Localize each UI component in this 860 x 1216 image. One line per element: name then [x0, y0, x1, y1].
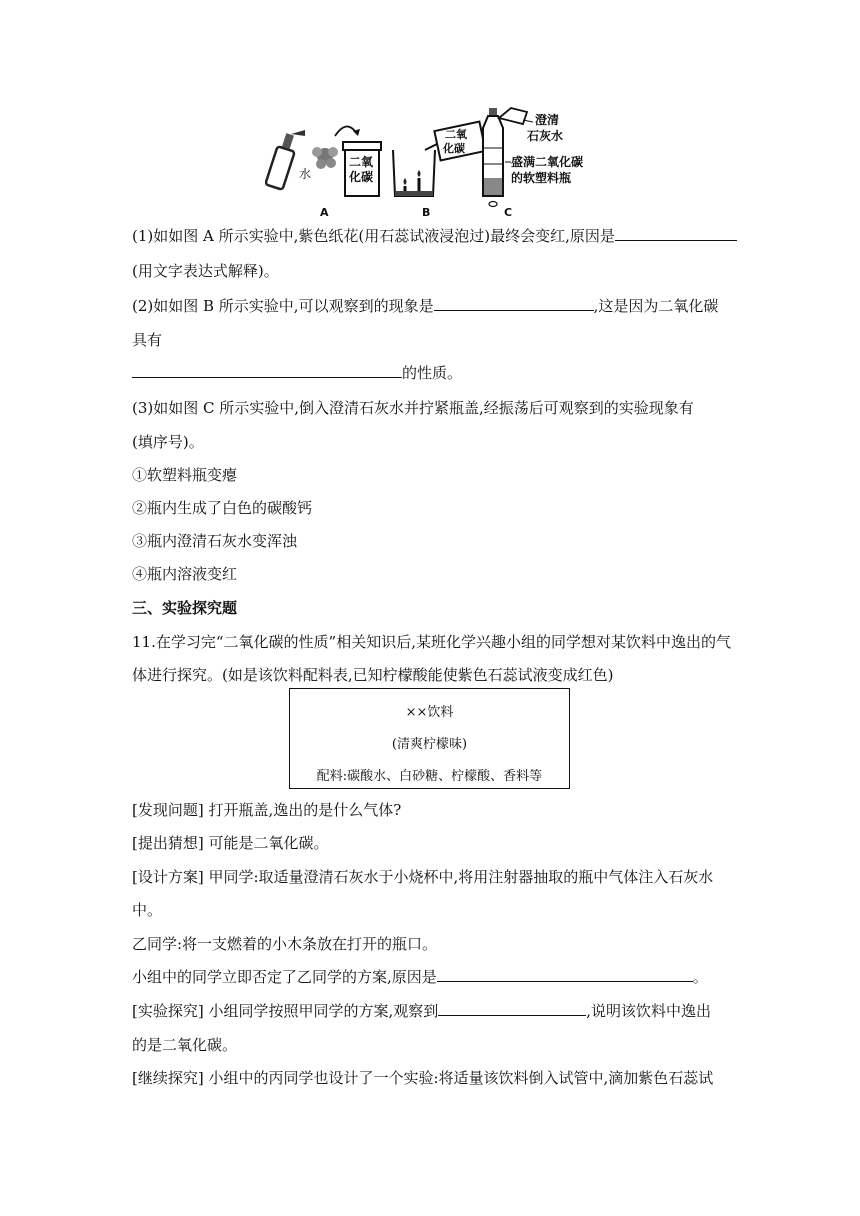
beverage-label-table [289, 688, 570, 789]
q11-explore-line-1 [132, 1001, 711, 1021]
q3-option: ①软塑料瓶变瘪 [132, 466, 238, 484]
q11-hypothesis: [提出猜想] 可能是二氧化碳。 [132, 834, 329, 852]
q11-explore-line-2: 的是二氧化碳。 [132, 1036, 238, 1054]
limewater-beaker-icon [499, 108, 533, 124]
q2-phenomenon-blank[interactable] [434, 296, 594, 311]
co2-cylinder-label-2: 化碳 [443, 142, 465, 155]
q2-line-1 [132, 296, 718, 316]
limewater-label-1: 澄清 [535, 113, 560, 127]
q1-line-1 [132, 226, 737, 246]
beaker-icon [393, 150, 435, 196]
q3-option: ②瓶内生成了白色的碳酸钙 [132, 499, 313, 517]
q11-question: [发现问题] 打开瓶盖,逸出的是什么气体? [132, 801, 402, 819]
experiment-figure [265, 104, 595, 220]
q2-property-blank[interactable] [132, 363, 402, 378]
plastic-bottle-icon [483, 108, 503, 207]
q3-line-1: (3)如如图 C 所示实验中,倒入澄清石灰水并拧紧瓶盖,经振荡后可观察到的实验现象有 [132, 399, 694, 417]
q3-option: ③瓶内澄清石灰水变浑浊 [132, 532, 298, 550]
q2-text-cont: ,这是因为二氧化碳 [593, 297, 719, 315]
q2-text: (2)如如图 B 所示实验中,可以观察到的现象是 [132, 297, 434, 315]
q11-reason-blank[interactable] [437, 967, 693, 982]
q11-intro-line-1: 11.在学习完“二氧化碳的性质”相关知识后,某班化学兴趣小组的同学想对某饮料中逸出的气 [132, 633, 731, 651]
bottle-label-1: 盛满二氧化碳 [511, 155, 584, 169]
q2-text-end: 的性质。 [402, 364, 463, 382]
q2-line-3 [132, 363, 462, 383]
q2-line-2: 具有 [132, 331, 163, 349]
gas-jar-icon [343, 142, 381, 196]
q1-answer-blank[interactable] [615, 226, 737, 241]
figure-c-label: C [504, 206, 513, 219]
q11-observation-blank[interactable] [438, 1001, 586, 1016]
q11-reject-end: 。 [692, 968, 708, 986]
q11-reject-line [132, 967, 708, 987]
q11-explore-cont: ,说明该饮料中逸出 [586, 1002, 712, 1020]
q3-line-2: (填序号)。 [132, 433, 204, 451]
water-label: 水 [299, 167, 312, 181]
q11-design-line-3: 乙同学:将一支燃着的小木条放在打开的瓶口。 [132, 935, 438, 953]
q3-option: ④瓶内溶液变红 [132, 565, 238, 583]
limewater-label-2: 石灰水 [527, 129, 564, 143]
q11-continue-line: [继续探究] 小组中的丙同学也设计了一个实验:将适量该饮料倒入试管中,滴加紫色石蕊试 [132, 1069, 714, 1087]
beverage-name: ××饮料 [405, 705, 454, 720]
q11-reject-text: 小组中的同学立即否定了乙同学的方案,原因是 [132, 968, 437, 986]
paper-flower-icon [312, 147, 338, 169]
q11-design-line-1: [设计方案] 甲同学:取适量澄清石灰水于小烧杯中,将用注射器抽取的瓶中气体注入石灰水 [132, 868, 714, 886]
beverage-ingredients: 配料:碳酸水、白砂糖、柠檬酸、香料等 [316, 769, 543, 784]
co2-jar-label-1: 二氧 [349, 155, 374, 169]
q1-line-2: (用文字表达式解释)。 [132, 262, 279, 280]
co2-jar-label-2: 化碳 [349, 170, 374, 184]
section-title: 三、实验探究题 [132, 599, 238, 617]
q1-text: (1)如如图 A 所示实验中,紫色纸花(用石蕊试液浸泡过)最终会变红,原因是 [132, 227, 615, 245]
q11-design-line-2: 中。 [132, 901, 163, 919]
q11-intro-line-2: 体进行探究。(如是该饮料配料表,已知柠檬酸能使紫色石蕊试液变成红色) [132, 666, 614, 684]
beverage-flavor: (清爽柠檬味) [391, 737, 468, 752]
bottle-label-2: 的软塑料瓶 [511, 171, 572, 185]
q11-explore-text: [实验探究] 小组同学按照甲同学的方案,观察到 [132, 1002, 439, 1020]
figure-b-label: B [422, 206, 431, 219]
figure-a-label: A [320, 206, 329, 219]
co2-cylinder-label-1: 二氧 [445, 128, 467, 141]
